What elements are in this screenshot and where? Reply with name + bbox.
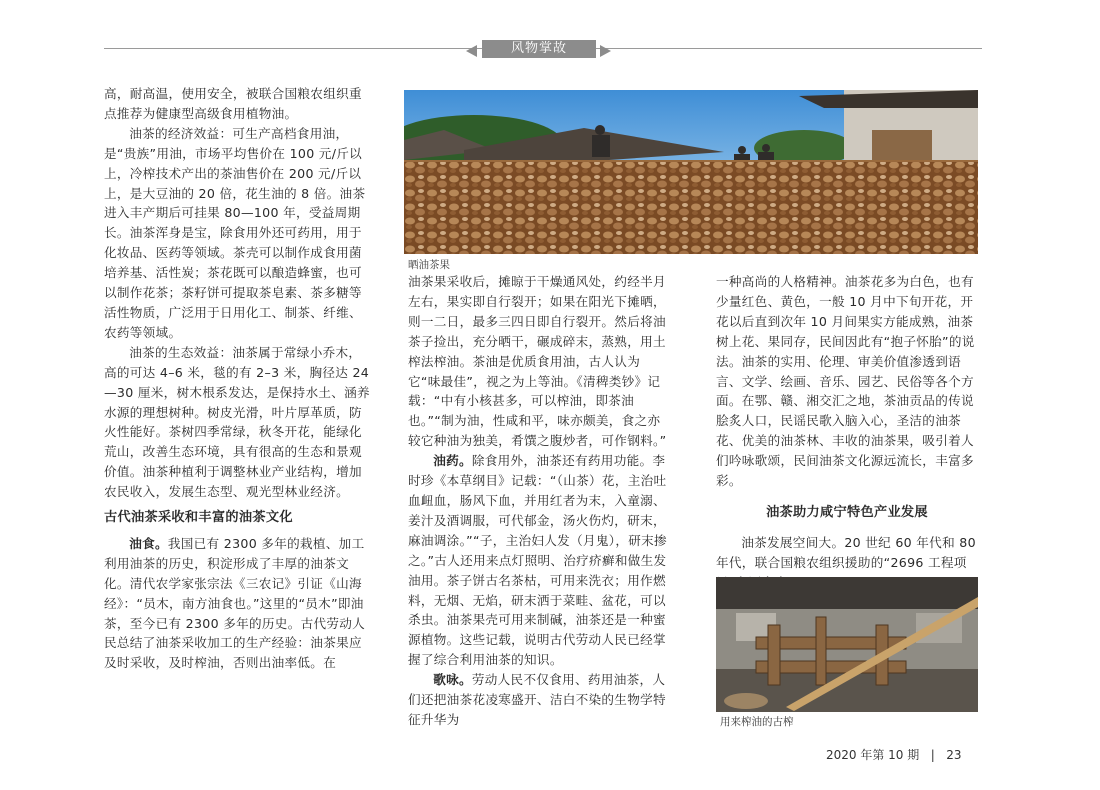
paragraph: 高，耐高温，使用安全，被联合国粮农组织重点推荐为健康型高级食用植物油。 [104,86,362,121]
paragraph [104,534,374,673]
column-2 [408,272,670,730]
section-heading: 古代油茶采收和丰富的油茶文化 [104,510,293,526]
column-3 [716,272,978,593]
arrow-right-icon [600,45,611,57]
paragraph: 油茶的经济效益：可生产高档食用油，是“贵族”用油，市场平均售价在 100 元/斤以上，冷榨技术产出的茶油售价在 200 元/斤以上，是大豆油的 20 倍，花生油的 8 倍。油茶进入丰产期后可挂果 80—100 年，受益周期长。油茶浑身是宝，除食用外还可药用，用于化妆品、医药等领域。茶壳可以制作成食用菌培养基、活性炭；茶花既可以酿造蜂蜜，也可以制作花茶；茶籽饼可提取茶皂素、茶多糖等活性物质，广泛用于日用化工、制茶、纤维、农药等领域。 [104,125,366,340]
photo-caption: 用来榨油的古榨 [720,716,794,728]
issue-label: 2020 年第 10 期 [826,748,920,762]
paragraph: 油茶发展空间大。20 世纪 60 年代和 80 年代，联合国粮农组织援助的“2696 工程项 [716,534,976,570]
section-heading: 油茶助力咸宁特色产业发展 [766,504,928,520]
keyword: 油药。 [433,453,472,469]
section-title: 风物掌故 [482,40,596,58]
photo-ancient-oil-press [716,577,978,712]
arrow-left-icon [466,45,477,57]
column-1 [104,84,374,673]
keyword: 歌咏。 [433,672,472,688]
page-footer [826,746,962,763]
paragraph: 油茶果采收后，摊晾于干燥通风处，约经半月左右，果实即自行裂开；如果在阳光下摊晒，则一二日，最多三四日即自行裂开。然后将油茶子捡出，充分晒干，碾成碎末，蒸熟，用土榨法榨油。茶油是优质食用油，古人认为它“味最佳”，视之为上等油。《清稗类钞》记载：“中有小核甚多，可以榨油，即茶油也。”“制为油，性咸和平，味亦颇美，食之亦较它种油为独美，肴馔之腹炒者，可作钢料。” [408,274,667,449]
paragraph-text: 我国已有 2300 多年的栽植、加工利用油茶的历史，积淀形成了丰厚的油茶文化。清代农学家张宗法《三农记》引证《山海经》：“员木，南方油食也。”这里的“员木”即油茶，至今已有 2300 多年的历史。古代劳动人民总结了油茶采收加工的生产经验：油茶果应及时采收，及时榨油，否则出油率低。在 [104,535,366,671]
photo-drying-camellia-fruit [404,90,978,254]
keyword: 油食。 [129,535,168,551]
paragraph: 一种高尚的人格精神。油茶花多为白色，也有少量红色、黄色，一般 10 月中下旬开花，开花以后直到次年 10 月间果实方能成熟，油茶树上花、果同存，民间因此有“抱子怀胎”的说法。油茶的实用、伦理、审美价值渗透到语言、文学、绘画、音乐、园艺、民俗等各个方面。在鄂、赣、湘交汇之地，茶油贡品的传说脍炙人口，民谣民歌入脑入心，圣洁的油茶花、优美的油茶林、丰收的油茶果，吸引着人们吟咏歌颂，民间油茶文化源远流长，丰富多彩。 [716,274,975,489]
paragraph [408,451,670,670]
paragraph-text: 除食用外，油茶还有药用功能。李时珍《本草纲目》记载：“（山茶）花，主治吐血衄血，肠风下血，并用红者为末，入童溺、姜汁及酒调服，可代郁金，汤火伤灼，研末，麻油调涂。”“子，主治妇人发（月鬼），研末掺之。”古人还用来点灯照明、治疗疥癣和做生发油用。茶子饼古名茶枯，可用来洗衣；用作燃料，无烟、无焰，研末洒于菜畦、盆花，可以杀虫。油茶果壳可用来制碱，油茶还是一种蜜源植物。这些记载，说明古代劳动人民已经掌握了综合利用油茶的知识。 [408,453,667,668]
footer-separator: | [930,748,935,762]
photo-caption: 晒油茶果 [408,259,450,271]
paragraph [408,670,670,730]
paragraph: 油茶的生态效益：油茶属于常绿小乔木，高的可达 4–6 米，毯的有 2–3 米，胸径达 24—30 厘米，树木根系发达，是保持水土、涵养水源的理想树种。树皮光滑，叶片厚革质，防火性能好。茶树四季常绿，秋冬开花，能绿化荒山，改善生态环境，具有很高的生态和景观价值。油茶种植利于调整林业产业结构，增加农民收入，发展生态型、观光型林业经济。 [104,344,370,500]
page-number: 23 [946,748,962,762]
paragraph-text: 劳动人民不仅食用、药用油茶，人们还把油茶花凌寒盛开、洁白不染的生物学特征升华为 [408,672,666,727]
